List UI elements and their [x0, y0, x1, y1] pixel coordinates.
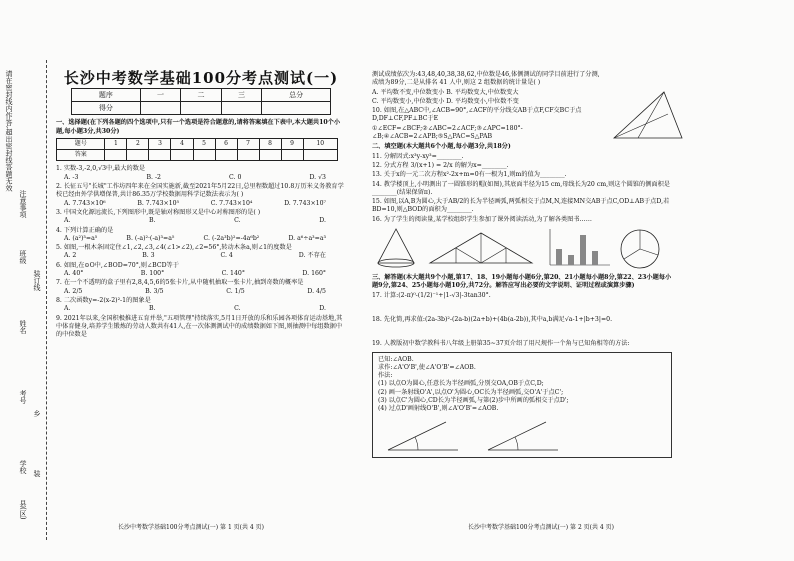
- answer-cell: 答案: [57, 150, 105, 161]
- question-line: 10. 如图,在△ABC中,∠ACB=90°,∠ACF的平分线交AB于点F,CF交BC于点D,DF⊥CF,PF⊥BC于E: [372, 107, 582, 123]
- option: C. 140°: [221, 270, 245, 278]
- question-line: C. 平均数变小,中位数变小 D. 平均数变小,中位数不变: [372, 97, 519, 105]
- left-page: [56, 68, 346, 340]
- question-stem: 3. 中国文化源远流长,下列图形中,既是轴对称图形又是中心对称图形的是( ): [56, 208, 261, 216]
- answer-cell: [259, 150, 281, 161]
- option: A. 2/5: [64, 287, 83, 295]
- fill-question: 11. 分解因式:x³y-xy³=________.: [372, 152, 464, 160]
- option: D.: [319, 217, 326, 225]
- question-9: [56, 315, 346, 340]
- section2-header: 二、填空题(本大题共6个小题,每小题3分,共18分): [372, 143, 511, 151]
- fill-question: 15. 如图,以A,B为圆心,大于AB/2的长为半径画弧,两弧相交于点M,N,连接MN交AB于点C,OD⊥AB于点D,若BD=10,则△BOD的面积为________.: [372, 198, 670, 214]
- answer-header-cell: 9: [281, 138, 303, 149]
- option: B. 3/5: [145, 287, 164, 295]
- question-stem: 1. 实数-3,-2,0,√3中,最大的数是: [56, 165, 146, 173]
- construction-step: 已知:∠AOB.: [378, 355, 414, 363]
- option: A. (a²)³=a⁵: [64, 234, 98, 242]
- option: D. a⁶÷a³=a³: [288, 234, 326, 242]
- question-3: [56, 209, 346, 226]
- question-options: [56, 235, 346, 243]
- option: C. 4: [220, 252, 233, 260]
- answer-cell: [193, 150, 215, 161]
- question-17: 17. 计算:(2-π)⁰-(1/2)⁻¹+|1-√3|-3tan30°.: [372, 291, 491, 299]
- answer-header-cell: 6: [215, 138, 237, 149]
- answer-cell: [237, 150, 259, 161]
- option: D.: [319, 305, 326, 313]
- binding-field-school: 学校: [19, 460, 27, 474]
- question-18: 18. 先化简,再求值:(2a-3b)²-(2a-b)(2a+b)+(4b(a-2b)),其中a,b满足√a-1+|b+3|=0.: [372, 315, 613, 323]
- option: D. 不存在: [298, 252, 326, 260]
- score-cell: [221, 102, 261, 115]
- right-page: [372, 70, 672, 461]
- answer-header-cell: 5: [193, 138, 215, 149]
- footer-right: 长沙中考数学基础100分考点测试(一) 第 2 页(共 4 页): [468, 524, 614, 531]
- answer-header-cell: 8: [259, 138, 281, 149]
- option: D. 7.743×10⁷: [284, 199, 326, 207]
- binding-notice: 请在密封线内作答,超出密封线答题无效: [5, 70, 13, 192]
- question-4: [56, 227, 346, 244]
- binding-field-zhuang: 装: [33, 470, 41, 477]
- figure-row: [372, 227, 672, 271]
- option: C. 1/5: [226, 287, 245, 295]
- construction-step: 求作:∠A'O'B',使∠A'O'B'=∠AOB.: [378, 363, 476, 371]
- question-line: A. 平均数不变,中位数变小 B. 平均数变大,中位数变大: [372, 88, 519, 96]
- question-stem: 4. 下列计算正确的是: [56, 226, 114, 234]
- option: C.: [234, 217, 241, 225]
- question-stem: 2. 长征五号"长城"工作坊四年来在全国实施新,截至2021年5月22日,总里程数超过10.8万历米义务教育学校已经由外学供增保普,共计86.35万学校数据用科学记数法表示为( ): [56, 183, 344, 199]
- answer-cell: [149, 150, 171, 161]
- score-cell: 得分: [72, 102, 141, 115]
- question-options: [56, 305, 346, 313]
- question-5: [56, 244, 346, 261]
- binding-field-county: 县(区): [19, 500, 27, 520]
- question-stem: 7. 在一个不透明的盒子里有2,8,4,5,6的5张卡片,从中随机抽取一张卡片,抽到奇数的概率是: [56, 279, 304, 287]
- question-options: [56, 270, 346, 278]
- answer-cell: [281, 150, 303, 161]
- binding-seal-label: 装订线: [33, 270, 41, 291]
- option: B. 3: [142, 252, 155, 260]
- cone-figure: [372, 227, 420, 271]
- question-options: [56, 200, 346, 208]
- question-stem: 8. 二次函数y=-2(x-2)²-1的图象是: [56, 296, 151, 304]
- question-6: [56, 262, 346, 279]
- question-7: [56, 279, 346, 296]
- score-cell: 三: [221, 89, 261, 102]
- option: B. (-a)²·(-a)³=a⁵: [126, 234, 175, 242]
- answer-cell: [127, 150, 149, 161]
- section1-header: 一、选择题(在下列各题的四个选项中,只有一个选项是符合题意的,请将答案填在下表中,本大题共10个小题,每小题3分,共30分): [56, 119, 341, 135]
- left-question-list: [56, 165, 346, 339]
- option: B. -2: [146, 173, 161, 181]
- answer-table: [56, 138, 338, 162]
- binding-dash-line: [46, 60, 47, 540]
- construction-step: (2) 画一条射线O'A',以点O'为圆心,OC长为半径画弧,交O'A'于点C';: [378, 388, 564, 396]
- bar-chart-figure: [542, 227, 612, 271]
- option: A. 7.743×10⁶: [64, 199, 106, 207]
- answer-header-cell: 1: [105, 138, 127, 149]
- angle-construction-figure: [378, 414, 568, 454]
- section2-items: [372, 153, 672, 224]
- question-stem: 5. 如图,一根木条固定住∠1,∠2,∠3,∠4(∠1>∠2),∠2=56°,转动木条a,则∠1的度数是: [56, 244, 292, 252]
- question-options: [56, 217, 346, 225]
- option: B.: [149, 305, 156, 313]
- answer-header-cell: 10: [303, 138, 337, 149]
- answer-cell: [171, 150, 193, 161]
- score-cell: [262, 102, 331, 115]
- question-options: [56, 288, 346, 296]
- construction-step: (3) 以点C'为圆心,CD长为半径画弧,与第(2)步中所画的弧相交于点D';: [378, 397, 569, 405]
- question-8: [56, 297, 346, 314]
- answer-cell: [105, 150, 127, 161]
- option: A.: [64, 305, 71, 313]
- question-stem: 9. 2021年以来,全国积极推进五育并举,"五项管理"持续落实,5月1日开放的乐和乐园各项体育运动基地,其中体育健身,培养学生锻炼的劳动人数共有41人,在一次体测测试中的成绩数据如下图,则抽测中每组数据中的中位数是: [56, 314, 343, 339]
- option: A. 2: [64, 252, 77, 260]
- fill-question: 13. 关于x的一元二次方程x²-2x+m=0有一根为1,则m的值为________.: [372, 171, 567, 179]
- construction-step: (4) 过点D'画射线O'B',则∠A'O'B'=∠AOB.: [378, 405, 499, 413]
- binding-field-class: 班级: [19, 250, 27, 264]
- answer-header-cell: 题号: [57, 138, 105, 149]
- question-options: [56, 174, 346, 182]
- option: C. 0: [229, 173, 242, 181]
- answer-header-cell: 4: [171, 138, 193, 149]
- binding-field-note: 注意事项: [19, 190, 27, 218]
- option: A. -3: [64, 173, 79, 181]
- question-19: 19. 人教版初中数学教科书八年级上册第35~37页介绍了用尺规作一个角与已知角相等的方法:: [372, 340, 630, 348]
- question-stem: 6. 如图,在⊙O中,∠BOD=70°,则∠BCD等于: [56, 261, 179, 269]
- fill-question: 16. 为了学生的阅读量,某学校组织学生参加了课外阅读活动,为了解各类图书……: [372, 215, 592, 223]
- binding-field-number: 考号: [19, 390, 27, 404]
- answer-header-cell: 7: [237, 138, 259, 149]
- answer-cell: [303, 150, 337, 161]
- construction-step: 作法:: [378, 372, 393, 380]
- binding-field-town: 乡: [33, 410, 41, 417]
- section3-header: 三、解答题(本大题共9个小题,第17、18、19小题每小题6分,第20、21小题每小题8分,第22、23小题每小题9分,第24、25小题每小题10分,共72分。解答应写出必要的文字说明、证明过程或演算步骤): [372, 274, 672, 290]
- option: A.: [64, 217, 71, 225]
- option: B.: [149, 217, 156, 225]
- truss-figure: [426, 227, 536, 271]
- option: D. √3: [309, 173, 326, 181]
- option: B. 100°: [140, 270, 165, 278]
- construction-step: (1) 以点O为圆心,任意长为半径画弧,分别交OA,OB于点C,D;: [378, 380, 544, 388]
- question-1: [56, 165, 346, 182]
- question-options: [56, 252, 346, 260]
- fill-question: 14. 教学楼顶上,小明测出了一圆锥形的帽(如图),其底面半径为15 cm,母线长为20 cm,则这个圆锥的侧面积是________(结果保留π).: [372, 180, 670, 196]
- score-cell: 总分: [262, 89, 331, 102]
- q10-triangle-figure: [608, 88, 688, 144]
- binding-field-name: 姓名: [19, 320, 27, 334]
- pie-chart-figure: [618, 227, 662, 271]
- answer-cell: [215, 150, 237, 161]
- binding-strip: [4, 70, 44, 540]
- option: C.: [234, 305, 241, 313]
- score-cell: 一: [140, 89, 180, 102]
- question-2: [56, 183, 346, 208]
- option: D. 160°: [302, 270, 326, 278]
- score-cell: 二: [181, 89, 221, 102]
- option: D. 4/5: [307, 287, 326, 295]
- exam-title: 长沙中考数学基础100分考点测试(一): [63, 69, 339, 87]
- footer-left: 长沙中考数学基础100分考点测试(一) 第 1 页(共 4 页): [118, 524, 264, 531]
- construction-steps-box: [372, 352, 672, 458]
- score-table: [71, 88, 331, 115]
- score-cell: [181, 102, 221, 115]
- fill-question: 12. 分式方程 3/(x+1) = 2/x 的解为x=________.: [372, 161, 509, 169]
- option: C. (-2a³b)²=-4a⁶b²: [203, 234, 260, 242]
- answer-header-cell: 3: [149, 138, 171, 149]
- answer-header-cell: 2: [127, 138, 149, 149]
- option: C. 7.743×10⁴: [210, 199, 253, 207]
- score-cell: [140, 102, 180, 115]
- option: A. 40°: [64, 270, 84, 278]
- score-cell: 题序: [72, 89, 141, 102]
- question-line: ①∠ECF=∠BCF;②∠ABC=2∠ACF;③∠APC=180°-∠B;④∠ACB=2∠APB;⑤S△PAC=S△PAB: [372, 124, 523, 141]
- question-line: 测试成绩依次为:43,48,40,38,38,62,中位数是46,体侧测试的同学目前进行了分测,成绩为89分,二是从排名 41 人中,则这 2 组数据的统计量是( ): [372, 71, 600, 87]
- option: B. 7.743×10⁵: [137, 199, 180, 207]
